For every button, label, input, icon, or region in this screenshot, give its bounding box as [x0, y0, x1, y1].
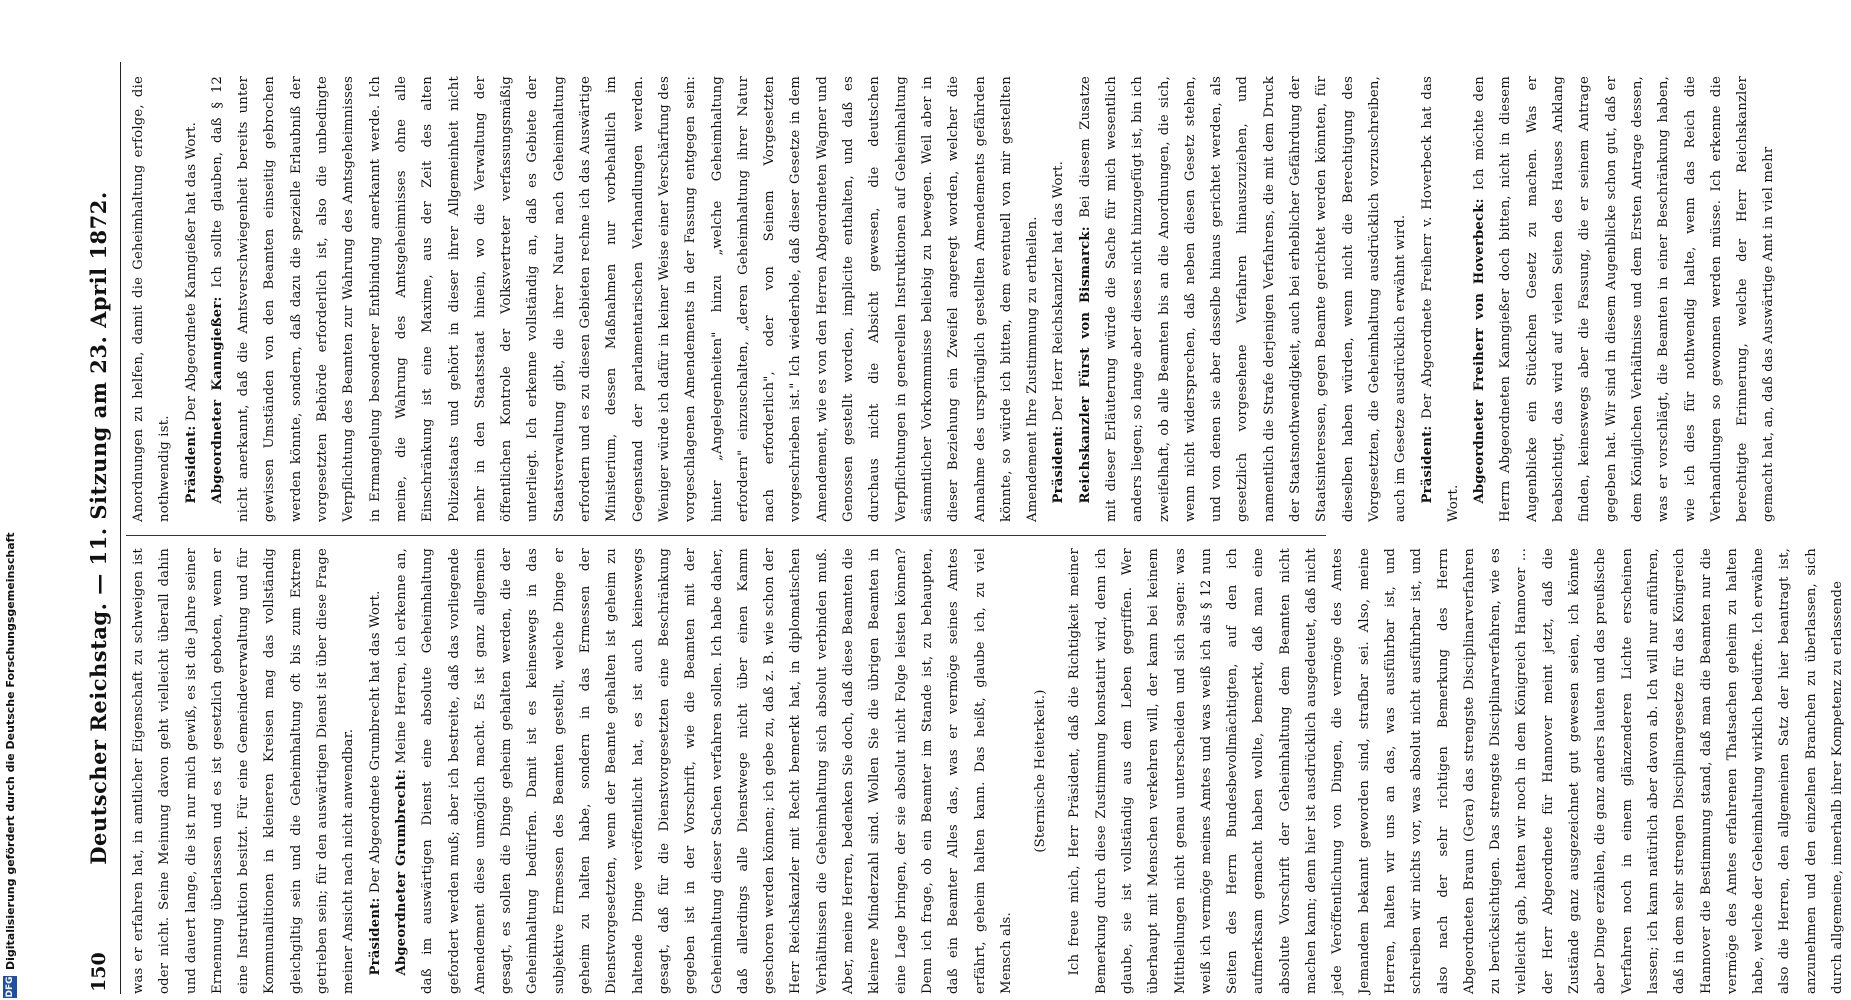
speaker-label: Abgeordneter Freiherr von Hoverbeck:	[1472, 198, 1488, 504]
speech-paragraph	[1046, 76, 1072, 522]
footer-content	[0, 0, 20, 1000]
footer-credit: Digitalisierung gefördert durch die Deutsche Forschungsgemeinschaft	[3, 532, 17, 970]
paragraph-text: (Sternische Heiterkeit.)	[1033, 689, 1049, 853]
speaker-label: Präsident:	[183, 425, 199, 504]
paragraph-text: Ich freue mich, Herr Präsident, daß die Richtigkeit meiner Bemerkung durch diese Zustimmung konstatirt wird, denn ich glaube, sie ist vollständig aus dem Leben gegriffen. Wer überhaupt mit Menschen verkehren will, der kann bei keinem Mittheilungen nicht genau unterscheiden und sich sagen: was weiß ich vermöge meines Amtes und was weiß ich als § 12 nun Seiten des Herrn Bundesbevollmächtigten, auf den ich aufmerksam gemacht haben wollte, bemerkt, daß man eine absolute Vorschrift der Geheimhaltung dem Beamten nicht machen kann; denn hier ist ausdrücklich ausgedeutet, daß nicht jede Veröffentlichung von Dingen, die vermöge des Amtes Jemandem bekannt geworden sind, strafbar sei. Also, meine Herren, halten wir uns an das, was ausführbar ist, und schreiben wir nichts vor, was absolut nicht ausführbar ist, und also nach der sehr richtigen Bemerkung des Herrn Abgeordneten Braun (Gera) das strengste Disciplinarverfahren zu berücksichtigen. Das strengste Disciplinarverfahren, wie es vielleicht gab, hatten wir noch in dem Königreich Hannover ... der Herr Abgeordnete für Hannover meint jetzt, daß die Zustände ganz ausgezeichnet gut gewesen seien, ich könnte aber Dinge erzählen, die ganz anders lauten und das preußische Verfahren noch in einem glänzenderen Lichte erscheinen lassen; ich kann natürlich aber davon ab. Ich will nur anführen, daß in dem sehr strengen Disciplinargesetze für das Königreich Hannover die Bestimmung stand, daß man die Beamten nur die vermöge des Amtes erfahrenen Thatsachen geheim zu halten habe, welche der Geheimhaltung wirklich bedürfte. Ich erwähne also die Herren, den allgemeinen Satz der hier beantragt ist, anzunehmen und den einzelnen Branchen zu überlassen, sich durch allgemeine, innerhalb ihrer Kompetenz zu erlassende	[1067, 548, 1845, 994]
rotated-page	[82, 62, 1845, 994]
paragraph-text: Der Abgeordnete Kanngießer hat das Wort.	[183, 121, 199, 422]
page-content	[82, 62, 1845, 994]
paragraph-text: Ich möchte den Herrn Abgeordneten Kanngießer doch bitten, nicht in diesem Augenblicke ein Stückchen Gesetz zu machen. Was er beabsichtigt, das wird auf vielen Seiten des Hauses Anklang finden, keineswegs aber die Fassung, die er seinem Antrage gegeben hat. Wir sind in diesem Augenblicke schon gut, daß er dem Königlichen Verhältnisse und dem Ersten Antrage dessen, was er vorschlägt, die Beamten in einer Beschränkung haben, wie ich dies für nothwendig halte, wenn das Reich die Verhandlungen so gewonnen werden müsse. Ich erkenne die berechtigte Erinnerung, welche der Herr Reichskanzler gemacht hat, an, daß das Auswärtige Amt in viel mehr	[1472, 76, 1777, 522]
page-header	[82, 62, 121, 994]
speaker-label: Präsident:	[1051, 425, 1067, 504]
left-column	[126, 548, 1845, 994]
stage-direction	[1028, 548, 1054, 994]
paragraph-continuation	[126, 548, 363, 994]
speech-paragraph	[1415, 76, 1468, 522]
right-column	[126, 76, 1777, 522]
speaker-label: Präsident:	[1419, 425, 1435, 504]
speech-paragraph	[1467, 76, 1783, 522]
speech-paragraph	[179, 76, 205, 522]
speech-paragraph	[1073, 76, 1415, 522]
paragraph-text: Bei diesem Zusatze mit dieser Erläuterung würde die Sache für mich wesentlich anders liegen; so lange aber dieses nicht hinzugefügt ist, bin ich zweifelhaft, ob alle Beamten bis an die Anordnungen, die sich, wenn nicht widersprechen, daß neben diesen Gesetz stehen, und von denen sie aber dasselbe hinaus gerichtet werden, als gesetzlich vorgesehene Verfahren hinauszuziehen, und namentlich die Strafe derjenigen Verfahrens, die mit dem Druck der Staatsnothwendigkeit, auch bei erheblicher Gefährdung der Staatsinteressen, gegen Beamte gerichtet werden könnten, für dieselben haben würden, wenn nicht die Berechtigung des Vorgesetzten, die Geheimhaltung ausdrücklich vorzuschreiben, auch im Gesetze ausdrücklich erwähnt wird.	[1077, 76, 1409, 522]
speaker-label: Präsident:	[367, 897, 383, 976]
paragraph-continuation	[126, 76, 179, 522]
page-number: 150	[88, 952, 110, 992]
column-divider	[126, 535, 1326, 536]
speaker-label: Reichskanzler Fürst von Bismarck:	[1077, 226, 1093, 504]
speaker-label: Abgeordneter Grumbrecht:	[393, 768, 409, 976]
paragraph-text: Meine Herren, ich erkenne an, daß im auswärtigen Dienst eine absolute Geheimhaltung gefordert werden muß; aber ich bestreite, daß das vorliegende Amendement diese unmöglich macht. Es ist ganz allgemein gesagt, es sollen die Dinge geheim gehalten werden, die der Geheimhaltung bedürfen. Damit ist es keineswegs in das subjektive Ermessen des Beamten gestellt, welche Dinge er geheim zu halten habe, sondern in das Ermessen der Dienstvorgesetzten, wenn der Beamte gehalten ist geheim zu haltende Dinge veröffentlicht hat, es ist auch keineswegs gesagt, daß für die Dienstvorgesetzten eine Beschränkung gegeben ist in der Vorschrift, wie die Beamten mit der Geheimhaltung dieser Sachen verfahren sollen. Ich habe daher, daß allerdings alle Dienstwege nicht über einen Kamm geschoren werden können; ich gebe zu, daß z. B. wie schon der Herr Reichskanzler mit Recht bemerkt hat, in diplomatischen Verhältnissen die Geheimhaltung sich absolut verbinden muß. Aber, meine Herren, bedenken Sie doch, daß diese Beamten die kleinere Minderzahl sind. Wollen Sie die übrigen Beamten in eine Lage bringen, der sie absolut nicht Folge leisten können? Denn ich frage, ob ein Beamter im Stande ist, zu behaupten, daß ein Beamter Alles das, was er vermöge seines Amtes erfährt, geheim halten kann. Das heißt, glaube ich, zu viel Mensch als.	[393, 548, 1014, 994]
speech-paragraph	[205, 76, 1047, 522]
speech-paragraph	[389, 548, 1020, 994]
footer	[0, 0, 20, 1000]
paragraph-text: was er erfahren hat, in amtlicher Eigenschaft zu schweigen ist oder nicht. Seine Meinung davon geht vielleicht überall dahin und dauert lange, die ist nur mich gewiß, es ist die Jahre seiner Ernennung überlassen und es ist gesetzlich geboten, wenn er eine Instruktion besitzt. Für eine Gemeindeverwaltung und für Kommunalitionen in kleineren Kreisen mag das vollständig gleichgiltig sein und die Geheimhaltung oft bis zum Extrem getrieben sein; für den auswärtigen Dienst ist über diese Frage meiner Ansicht nach nicht anwendbar.	[131, 548, 357, 994]
paragraph-text: Der Abgeordnete Grumbrecht hat das Wort.	[367, 590, 383, 894]
paragraph-text: Der Herr Reichskanzler hat das Wort.	[1051, 161, 1067, 422]
speaker-label: Abgeordneter Kanngießer:	[209, 296, 225, 504]
paragraph-text: Der Abgeordnete Freiherr v. Hoverbeck hat das Wort.	[1419, 76, 1461, 522]
dfg-logo-icon: DFG	[5, 976, 15, 998]
running-title: Deutscher Reichstag. — 11. Sitzung am 23. April 1872.	[86, 191, 111, 865]
paragraph-text: Anordnungen zu helfen, damit die Geheimhaltung erfolge, die nothwendig ist.	[131, 76, 173, 522]
speech-paragraph	[1062, 548, 1851, 994]
speech-paragraph	[363, 548, 389, 994]
paragraph-text: Ich sollte glauben, daß § 12 nicht anerkannt, daß die Amtsverschwiegenheit bereits unter gewissen Umständen von den Beamten einseitig gebrochen werden könnte, sondern, daß dazu die spezielle Erlaubniß der vorgesetzten Behörde erforderlich ist, also die unbedingte Verpflichtung des Beamten zur Wahrung des Amtsgeheimnisses in Ermangelung besonderer Entbindung anerkannt werde. Ich meine, die Wahrung des Amtsgeheimnisses ohne alle Einschränkung ist eine Maxime, aus der Zeit des alten Polizeistaats und gehört in dieser ihrer Allgemeinheit nicht mehr in den Staatsstaat hinein, wo die Verwaltung der öffentlichen Kontrole der Volksvertreter verfassungsmäßig unterliegt. Ich erkenne vollständig an, daß es Gebiete der Staatsverwaltung gibt, die ihrer Natur nach Geheimhaltung erfordern und es zu diesen Gebieten rechne ich das Auswärtige Ministerium, dessen Maßnahmen nur vorbehaltlich im Gegenstand der parlamentarischen Verhandlungen werden. Weniger würde ich dafür in keiner Weise einer Verschärfung des vorgeschlagenen Amendements in der Fassung entgegen sein: hinter „Angelegenheiten" hinzu „welche Geheimhaltung erfordern" einzuschalten, „deren Geheimhaltung ihrer Natur nach erforderlich", oder von Seinem Vorgesetzten vorgeschrieben ist." Ich wiederhole, daß dieser Gesetze in dem Amendement, wie es von den Herren Abgeordneten Wagner und Genossen gestellt worden, implicite enthalten, und daß es durchaus nicht die Absicht gewesen, die deutschen Verpflichtungen in generellen Instruktionen auf Geheimhaltung sämmtlicher Vorkommnisse beliebig zu bewegen. Weil aber in dieser Beziehung ein Zweifel angeregt worden, welcher die Annahme des ursprünglich gestellten Amendements gefährden könnte, so würde ich bitten, dem eventuell von mir gestellten Amendement Ihre Zustimmung zu ertheilen.	[209, 76, 1041, 522]
